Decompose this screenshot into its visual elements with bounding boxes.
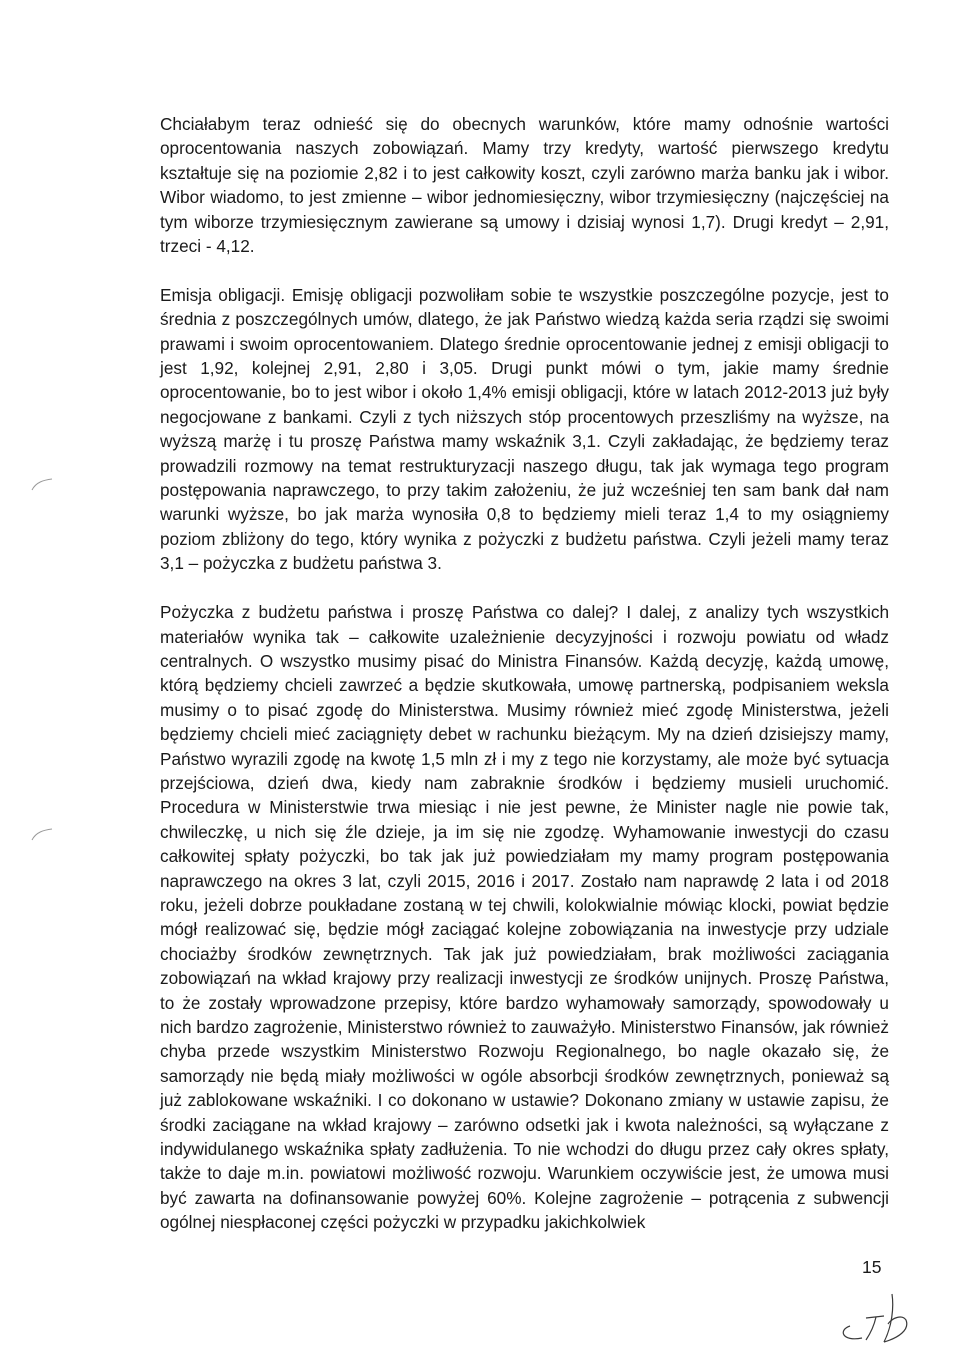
paragraph-bond-issue: Emisja obligacji. Emisję obligacji pozwoliłam sobie te wszystkie poszczególne pozycje, jest to średnia z poszczególnych umów, dlatego, że jak Państwo wiedzą każda seria rządzi się swoimi prawami i swoim oprocentowaniem. Dlatego średnie oprocentowanie jednej z emisji obligacji to jest 1,92, kolejnej 2,91, 2,80 i 3,05. Drugi punkt mówi o tym, jakie mamy średnie oprocentowanie, bo to jest wibor i około 1,4% emisji obligacji, które w latach 2012-2013 już były negocjowane z bankami. Czyli z tych niższych stóp procentowych przeszliśmy na wyższe, na wyższą marżę i tu proszę Państwa mamy wskaźnik 3,1. Czyli zakładając, że będziemy teraz prowadzili rozmowy na temat restrukturyzacji naszego długu, tak jak wymaga tego program postępowania naprawczego, to przy takim założeniu, że już wcześniej ten sam bank dał nam warunki wyższe, bo jak marża wynosiła 0,8 to będziemy mieli teraz 1,4 to my osiągniemy poziom zbliżony do tego, który wynika z pożyczki z budżetu państwa. Czyli jeżeli mamy teraz 3,1 – pożyczka z budżetu państwa 3.	[160, 284, 889, 574]
margin-mark	[30, 826, 54, 842]
document-body	[160, 112, 889, 1259]
margin-mark	[30, 476, 54, 492]
paragraph-state-loan: Pożyczka z budżetu państwa i proszę Państwa co dalej? I dalej, z analizy tych wszystkich materiałów wynika tak – całkowite uzależnienie decyzyjności i rozwoju powiatu od władz centralnych. O wszystko musimy pisać do Ministra Finansów. Każdą decyzję, każdą umowę, którą będziemy chcieli zawrzeć a będzie skutkowała, umowę partnerską, podpisaniem weksla musimy o to pisać zgodę do Ministerstwa. Musimy również mieć zgodę Ministerstwa, jeżeli będziemy chcieli mieć zaciągnięty debet w rachunku bieżącym. My na dzień dzisiejszy mamy, Państwo wyrazili zgodę na kwotę 1,5 mln zł i my z tego nie korzystamy, ale może być sytuacja przejściowa, dzień dwa, kiedy nam zabraknie środków i będziemy musieli uruchomić. Procedura w Ministerstwie trwa miesiąc i nie jest pewne, że Minister nagle nie powie tak, chwileczkę, u nich się źle dzieje, ja im się nie zgodzę. Wyhamowanie inwestycji do czasu całkowitej spłaty pożyczki, bo tak jak już powiedziałam my mamy program postępowania naprawczego na okres 3 lat, czyli 2015, 2016 i 2017. Zostało nam naprawdę 2 lata i od 2018 roku, jeżeli dobrze poukładane zostaną w tej chwili, kolokwialnie mówiąc klocki, powiat będzie mógł realizować się, będzie mógł zaciągać kolejne zobowiązania na inwestycje przy udziale chociażby środków zewnętrznych. Tak jak już powiedziałam, brak możliwości zaciągania zobowiązań na wkład krajowy przy realizacji inwestycji ze środków unijnych. Proszę Państwa, to że zostały wprowadzone przepisy, które bardzo wyhamowały samorządy, spowodowały u nich bardzo zagrożenie, Ministerstwo również to zauważyło. Ministerstwo Finansów, jak również chyba przede wszystkim Ministerstwo Rozwoju Regionalnego, bo nagle okazało się, że samorządy nie będą miały możliwości w ogóle absorbcji środków zewnętrznych, ponieważ są już zablokowane wskaźniki. I co dokonano w ustawie? Dokonano zmiany w ustawie zapisu, że środki zaciągane na wkład krajowy – zarówno odsetki jak i kwota należności, są wyłączane z indywidulanego wskaźnika spłaty zadłużenia. To nie wchodzi do długu przez cały okres spłaty, także to daje m.in. powiatowi możliwość rozwoju. Warunkiem oczywiście jest, że umowa musi być zawarta na dofinansowanie powyżej 60%. Kolejne zagrożenie – potrącenia z subwencji ogólnej niespłaconej części pożyczki w przypadku jakichkolwiek	[160, 602, 889, 1233]
page-number: 15	[862, 1257, 882, 1277]
handwritten-initials-mark	[836, 1286, 926, 1346]
paragraph-interest-rates: Chciałabym teraz odnieść się do obecnych warunków, które mamy odnośnie wartości oprocentowania naszych zobowiązań. Mamy trzy kredyty, wartość pierwszego kredytu kształtuje się na poziomie 2,82 i to jest całkowity koszt, czyli zarówno marża banku jak i wibor. Wibor wiadomo, to jest zmienne – wibor jednomiesięczny, wibor trzymiesięczny (najczęściej na tym wiborze trzymiesięcznym zawierane są umowy i dzisiaj wynosi 1,7). Drugi kredyt – 2,91, trzeci - 4,12.	[160, 114, 889, 257]
